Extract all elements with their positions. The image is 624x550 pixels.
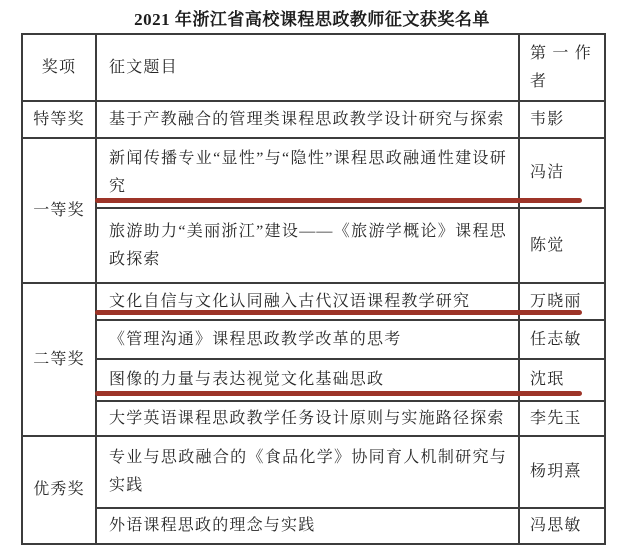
essay-title-cell	[96, 401, 519, 436]
essay-title-cell	[96, 283, 519, 320]
essay-title-cell	[96, 436, 519, 508]
essay-title-text: 外语课程思政的理念与实践	[109, 517, 316, 534]
red-underline-highlight	[95, 310, 582, 315]
author-column-header: 第 一 作 者	[519, 34, 605, 101]
header-row	[22, 34, 605, 101]
awards-table-body	[22, 101, 605, 544]
page-title: 2021 年浙江省高校课程思政教师征文获奖名单	[134, 10, 490, 29]
essay-title-cell	[96, 138, 519, 208]
essay-title-text: 《管理沟通》课程思政教学改革的思考	[109, 330, 402, 348]
essay-title-cell	[96, 101, 519, 138]
award-cell: 特等奖	[22, 101, 96, 138]
essay-title-text: 图像的力量与表达视觉文化基础思政	[109, 371, 385, 388]
table-row	[22, 359, 605, 401]
awards-table	[21, 33, 606, 545]
author-cell: 冯思敏	[519, 508, 605, 544]
essay-title-text: 基于产教融合的管理类课程思政教学设计研究与探索	[109, 110, 505, 128]
table-row	[22, 101, 605, 138]
essay-title-text: 旅游助力“美丽浙江”建设——《旅游学概论》课程思政探索	[109, 222, 507, 268]
essay-title-text: 专业与思政融合的《食品化学》协同育人机制研究与实践	[109, 449, 507, 494]
author-cell: 李先玉	[519, 401, 605, 436]
author-cell: 陈觉	[519, 208, 605, 283]
essay-title-cell	[96, 208, 519, 283]
table-row	[22, 283, 605, 320]
essay-title-column-header: 征文题目	[96, 34, 519, 101]
table-row	[22, 436, 605, 508]
red-underline-highlight	[95, 391, 582, 396]
essay-title-cell	[96, 359, 519, 401]
essay-title-text: 新闻传播专业“显性”与“隐性”课程思政融通性建设研究	[109, 150, 507, 195]
table-row	[22, 138, 605, 208]
essay-title-cell	[96, 320, 519, 359]
table-row	[22, 208, 605, 283]
awards-table-header	[22, 34, 605, 101]
award-column-header: 奖项	[22, 34, 96, 101]
author-cell: 任志敏	[519, 320, 605, 359]
author-cell: 沈珉	[519, 359, 605, 401]
author-cell: 杨玥熹	[519, 436, 605, 508]
red-underline-highlight	[95, 198, 582, 203]
author-cell: 韦影	[519, 101, 605, 138]
award-cell: 优秀奖	[22, 436, 96, 544]
table-row	[22, 320, 605, 359]
author-cell: 万晓丽	[519, 283, 605, 320]
essay-title-text: 文化自信与文化认同融入古代汉语课程教学研究	[109, 292, 471, 310]
table-row	[22, 508, 605, 544]
award-cell: 二等奖	[22, 283, 96, 436]
table-row	[22, 401, 605, 436]
award-cell: 一等奖	[22, 138, 96, 283]
essay-title-cell	[96, 508, 519, 544]
essay-title-text: 大学英语课程思政教学任务设计原则与实施路径探索	[109, 409, 505, 427]
author-cell: 冯洁	[519, 138, 605, 208]
